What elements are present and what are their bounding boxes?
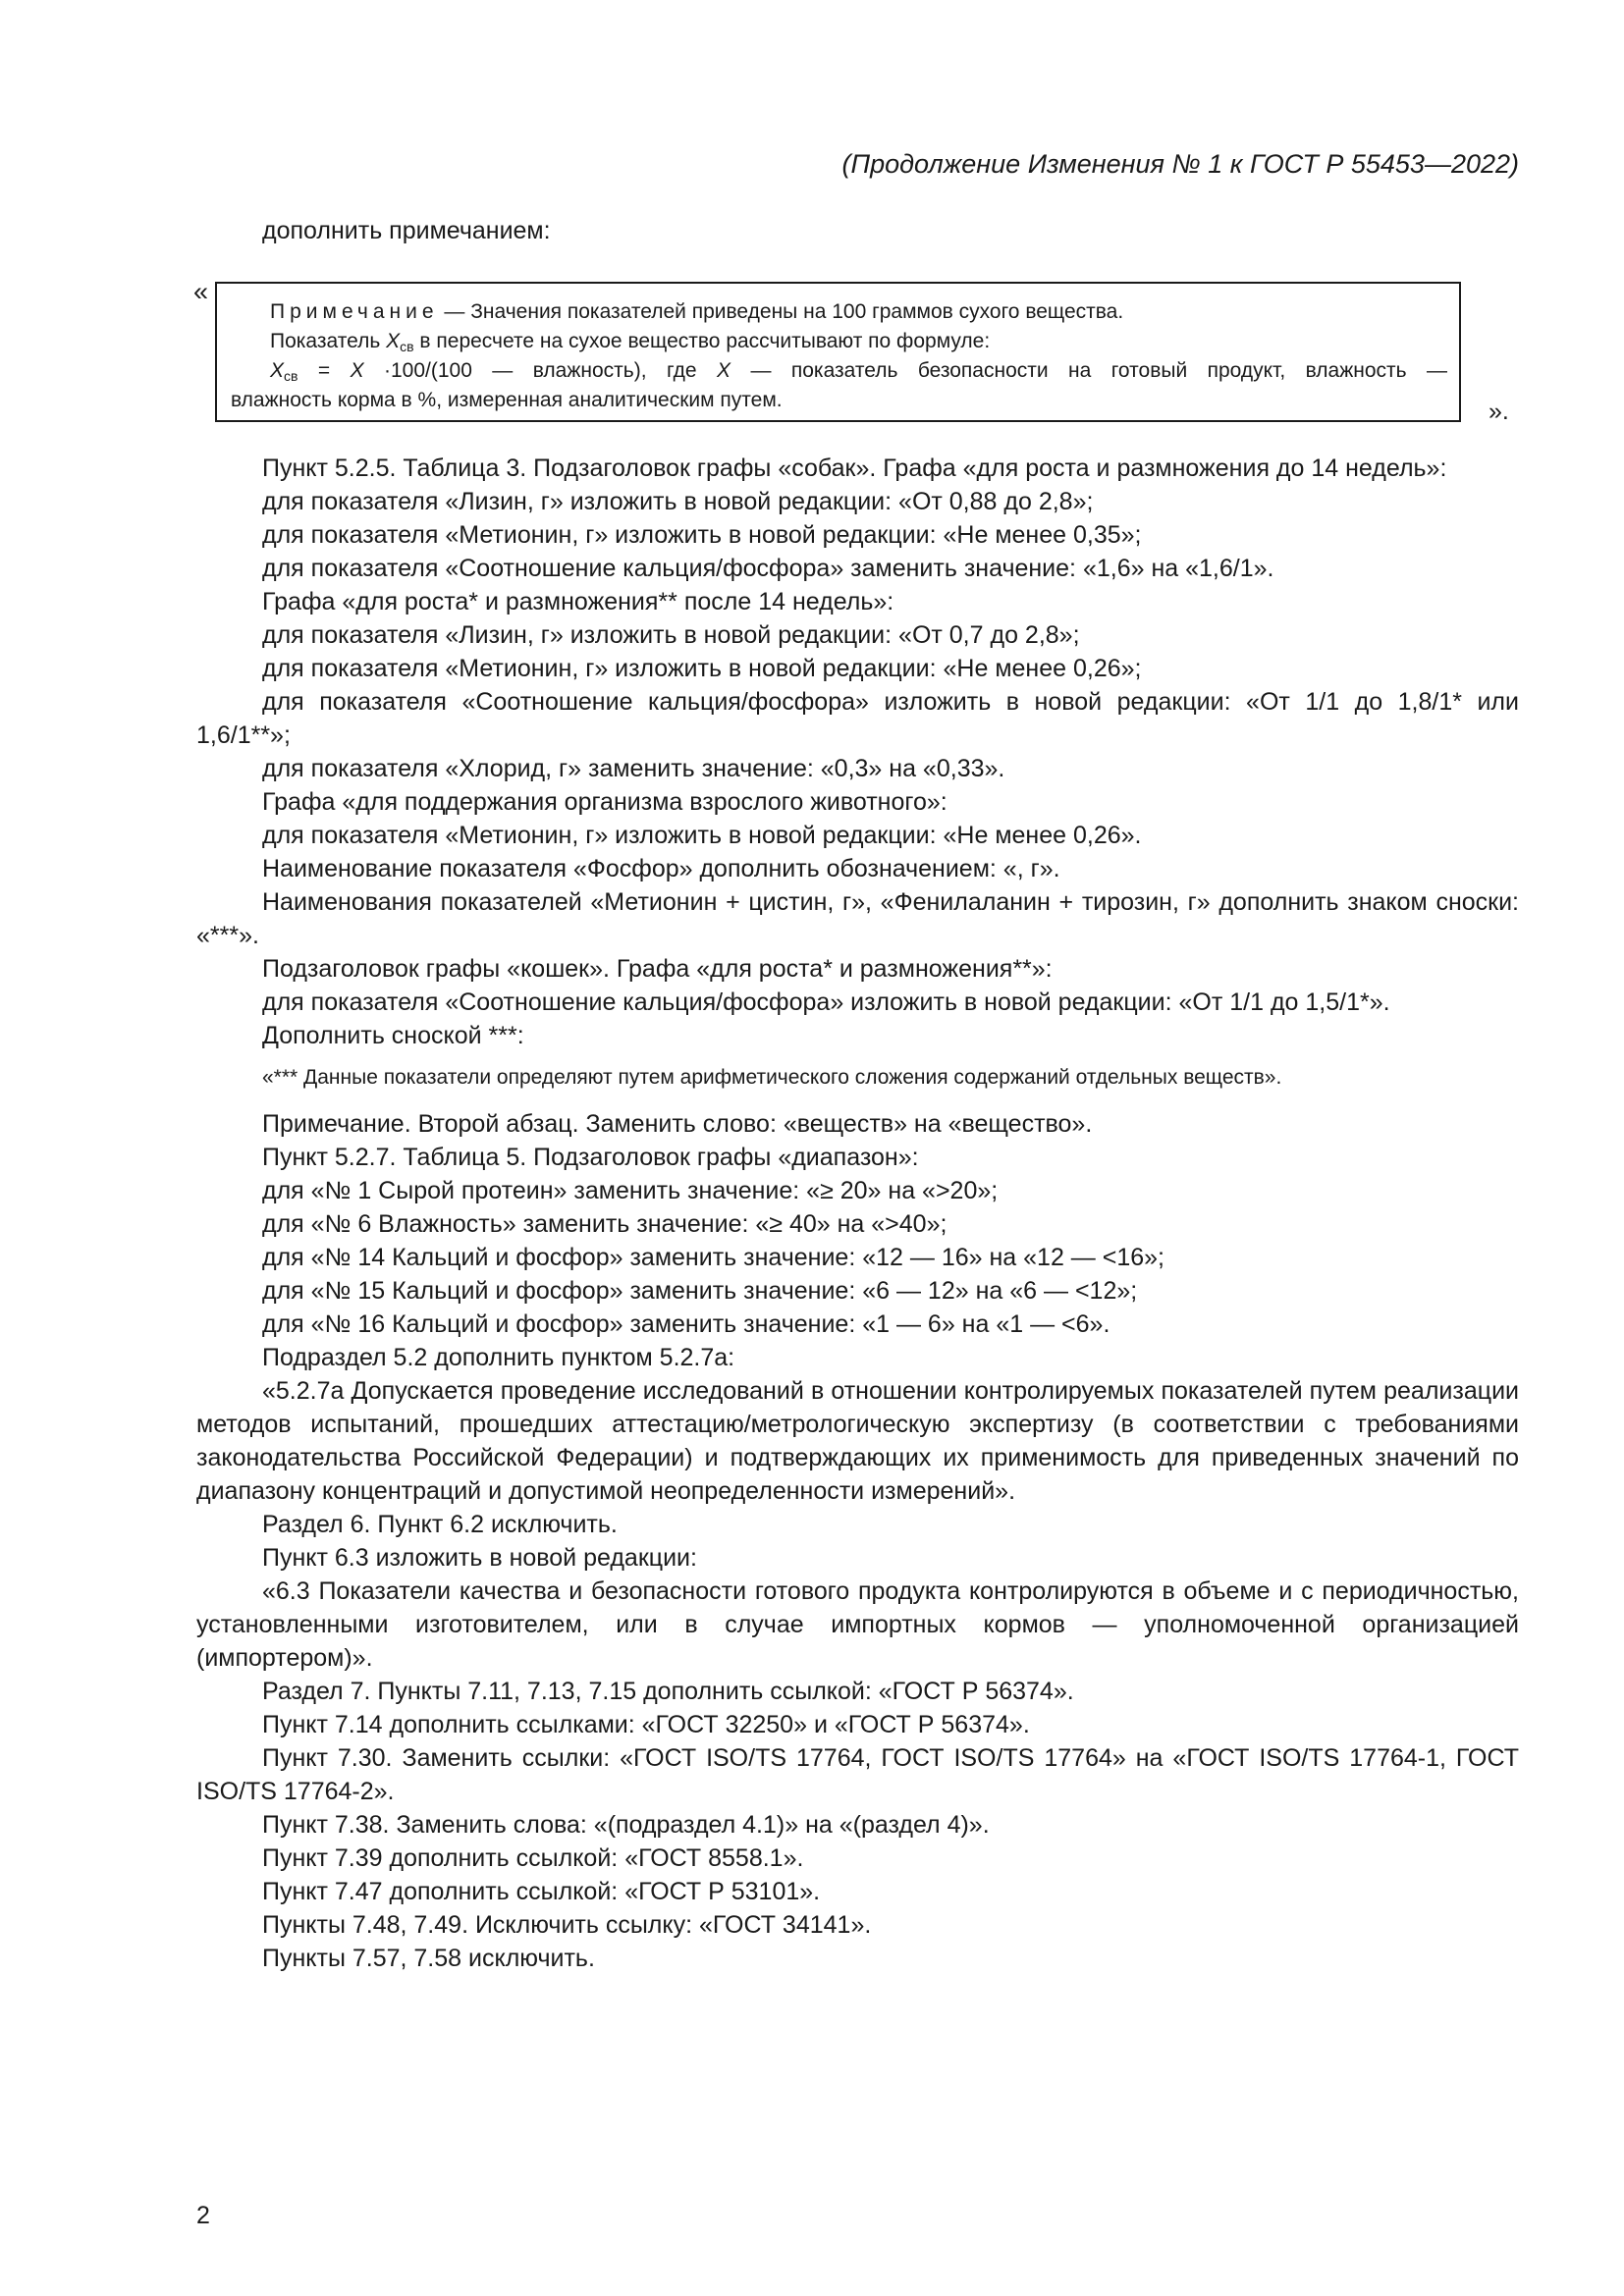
- x-symbol: X: [350, 359, 364, 382]
- paragraph: Примечание. Второй абзац. Заменить слово: «веществ» на «вещество».: [262, 1110, 1093, 1138]
- paragraph: Пункт 7.30. Заменить ссылки: «ГОСТ ISO/TS 17764, ГОСТ ISO/TS 17764» на «ГОСТ ISO/TS 17764-1, ГОСТ ISO/TS 17764-2».: [196, 1744, 1519, 1805]
- paragraph: Пункты 7.48, 7.49. Исключить ссылку: «ГОСТ 34141».: [262, 1911, 872, 1939]
- paragraph: для показателя «Лизин, г» изложить в новой редакции: «От 0,7 до 2,8»;: [262, 621, 1080, 649]
- paragraph: для «№ 16 Кальций и фосфор» заменить значение: «1 — 6» на «1 — <6».: [262, 1310, 1110, 1338]
- paragraph: «5.2.7а Допускается проведение исследований в отношении контролируемых показателей путем реализации методов испытаний, прошедших аттестацию/метрологическую экспертизу (в соответствии с требованиями законодательства Российской Федерации) и подтверждающих их применимость для приведенных значений по диапазону концентраций и допустимой неопределенности измерений».: [196, 1377, 1519, 1505]
- paragraph: Пункт 6.3 изложить в новой редакции:: [262, 1544, 697, 1572]
- paragraph: Дополнить сноской ***:: [262, 1022, 524, 1049]
- paragraph: Пункт 7.38. Заменить слова: «(подраздел 4.1)» на «(раздел 4)».: [262, 1811, 990, 1839]
- note-line-2-post: в пересчете на сухое вещество рассчитывают по формуле:: [413, 330, 991, 352]
- paragraph: Подзаголовок графы «кошек». Графа «для роста* и размножения**»:: [262, 955, 1053, 983]
- paragraph: Графа «для роста* и размножения** после 14 недель»:: [262, 588, 894, 615]
- paragraph: для «№ 6 Влажность» заменить значение: «≥ 40» на «>40»;: [262, 1210, 947, 1238]
- note-label: Примечание: [270, 300, 439, 323]
- paragraph: Пункт 7.39 дополнить ссылкой: «ГОСТ 8558.1».: [262, 1844, 804, 1872]
- note-line-2: [231, 327, 1447, 356]
- paragraph: Наименование показателя «Фосфор» дополнить обозначением: «, г».: [262, 855, 1060, 882]
- paragraph: для показателя «Соотношение кальция/фосфора» заменить значение: «1,6» на «1,6/1».: [262, 555, 1274, 582]
- x-symbol: X: [717, 359, 731, 382]
- paragraph: Пункт 5.2.5. Таблица 3. Подзаголовок графы «собак». Графа «для роста и размножения до 14 недель»:: [262, 454, 1447, 482]
- quote-open: «: [193, 277, 209, 306]
- paragraph: для показателя «Лизин, г» изложить в новой редакции: «От 0,88 до 2,8»;: [262, 488, 1094, 515]
- x-subscript: св: [284, 368, 298, 384]
- note-line-2-pre: Показатель: [270, 330, 387, 352]
- paragraph: Графа «для поддержания организма взрослого животного»:: [262, 788, 947, 816]
- paragraph: «6.3 Показатели качества и безопасности готового продукта контролируются в объеме и с периодичностью, установленными изготовителем, или в случае импортных кормов — уполномоченной организацией (импортером)».: [196, 1577, 1519, 1672]
- note-line-4: влажность корма в %, измеренная аналитическим путем.: [231, 389, 783, 411]
- paragraph: для показателя «Соотношение кальция/фосфора» изложить в новой редакции: «От 1/1 до 1,5/1*».: [262, 988, 1390, 1016]
- paragraph: Пункты 7.57, 7.58 исключить.: [262, 1945, 595, 1972]
- paragraph: для показателя «Хлорид, г» заменить значение: «0,3» на «0,33».: [262, 755, 1005, 782]
- note-line-1: [231, 297, 1447, 327]
- page-number: 2: [196, 2202, 210, 2229]
- page-header: (Продолжение Изменения № 1 к ГОСТ Р 55453—2022): [841, 149, 1519, 179]
- paragraph: для показателя «Соотношение кальция/фосфора» изложить в новой редакции: «От 1/1 до 1,8/1* или 1,6/1**»;: [196, 688, 1519, 749]
- note-line-1-text: — Значения показателей приведены на 100 граммов сухого вещества.: [438, 300, 1124, 323]
- x-symbol: X: [270, 359, 285, 382]
- paragraph: для показателя «Метионин, г» изложить в новой редакции: «Не менее 0,26».: [262, 822, 1142, 849]
- quote-close: ».: [1489, 398, 1509, 425]
- paragraph: Подраздел 5.2 дополнить пунктом 5.2.7а:: [262, 1344, 735, 1371]
- note-line-3-post: — показатель безопасности на готовый продукт, влажность —: [731, 359, 1447, 382]
- note-line-3-formula: ·100/(100 — влажность), где: [363, 359, 718, 382]
- document-body: [196, 452, 1519, 1975]
- paragraph: для «№ 15 Кальций и фосфор» заменить значение: «6 — 12» на «6 — <12»;: [262, 1277, 1138, 1305]
- intro-text: дополнить примечанием:: [262, 217, 551, 244]
- paragraph: Наименования показателей «Метионин + цистин, г», «Фенилаланин + тирозин, г» дополнить знаком сноски: «***».: [196, 888, 1519, 949]
- paragraph: для «№ 1 Сырой протеин» заменить значение: «≥ 20» на «>20»;: [262, 1177, 999, 1204]
- note-line-3-mid: =: [298, 359, 351, 382]
- note-box: [215, 282, 1461, 422]
- paragraph: Раздел 6. Пункт 6.2 исключить.: [262, 1511, 618, 1538]
- paragraph: Пункт 5.2.7. Таблица 5. Подзаголовок графы «диапазон»:: [262, 1144, 919, 1171]
- note-line-3: [231, 356, 1447, 386]
- x-symbol: X: [386, 330, 401, 352]
- x-subscript: св: [400, 339, 414, 354]
- paragraph: Раздел 7. Пункты 7.11, 7.13, 7.15 дополнить ссылкой: «ГОСТ Р 56374».: [262, 1678, 1074, 1705]
- paragraph: Пункт 7.47 дополнить ссылкой: «ГОСТ Р 53101».: [262, 1878, 821, 1905]
- paragraph: для «№ 14 Кальций и фосфор» заменить значение: «12 — 16» на «12 — <16»;: [262, 1244, 1165, 1271]
- paragraph: для показателя «Метионин, г» изложить в новой редакции: «Не менее 0,26»;: [262, 655, 1142, 682]
- paragraph: для показателя «Метионин, г» изложить в новой редакции: «Не менее 0,35»;: [262, 521, 1142, 549]
- footnote-text: «*** Данные показатели определяют путем арифметического сложения содержаний отдельных веществ».: [262, 1066, 1282, 1089]
- paragraph: Пункт 7.14 дополнить ссылками: «ГОСТ 32250» и «ГОСТ Р 56374».: [262, 1711, 1030, 1738]
